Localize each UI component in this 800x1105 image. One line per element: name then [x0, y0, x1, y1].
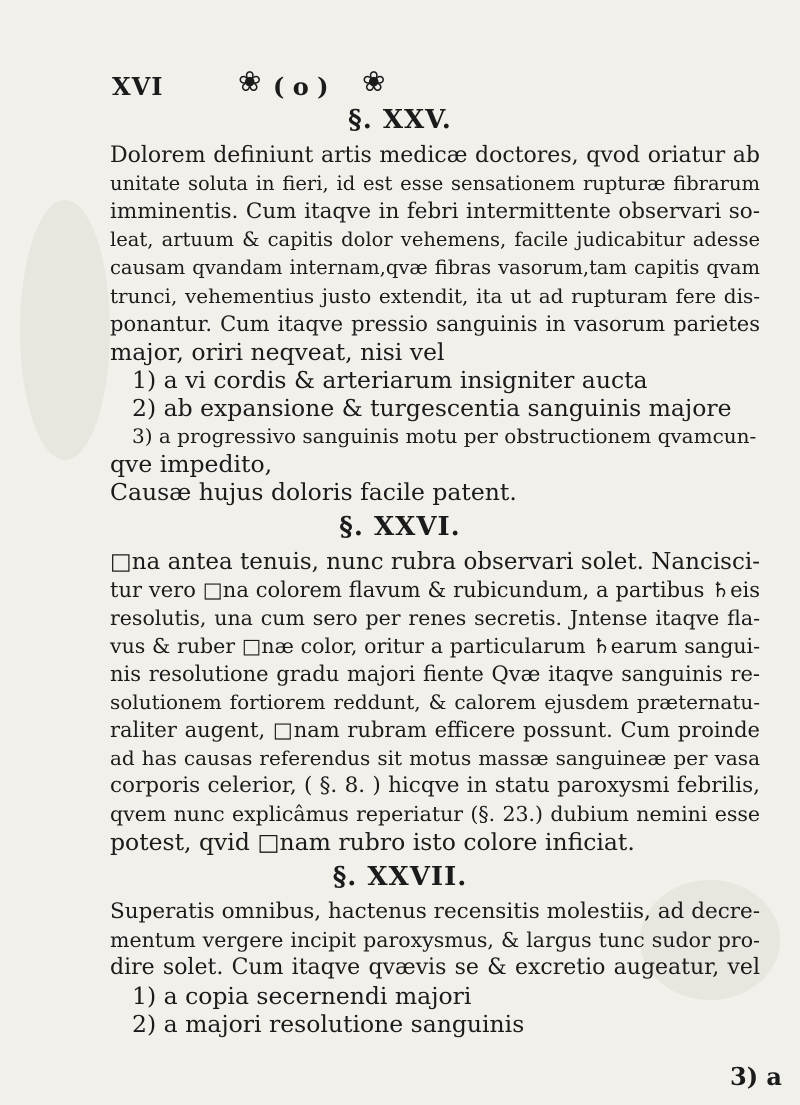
text-line: mentum vergere incipit paroxysmus, & largus tunc sudor pro- — [110, 928, 760, 952]
text-line: major, oriri neqveat, nisi vel — [110, 338, 445, 366]
header-mark: ( o ) — [273, 72, 329, 101]
text-line: Causæ hujus doloris facile patent. — [110, 478, 517, 506]
text-line: leat, artuum & capitis dolor vehemens, facile judicabitur adesse — [110, 228, 760, 251]
list-item: 1) a copia secernendi majori — [132, 982, 472, 1010]
text-line: ponantur. Cum itaqve pressio sanguinis in vasorum parietes — [110, 312, 760, 336]
text-line: vus & ruber □næ color, oritur a particularum ♄earum sangui- — [110, 634, 760, 658]
text-line: resolutis, una cum sero per renes secretis. Jntense itaqve fla- — [110, 606, 760, 630]
section-heading: §. XXV. — [348, 105, 452, 135]
page-number: XVI — [112, 72, 164, 101]
text-line: tur vero □na colorem flavum & rubicundum, a partibus ♄eis — [110, 578, 760, 602]
paper-stain — [20, 200, 110, 460]
text-line: corporis celerior, ( §. 8. ) hicqve in statu paroxysmi febrilis, — [110, 773, 760, 798]
text-line: solutionem fortiorem reddunt, & calorem ejusdem præternatu- — [110, 690, 760, 714]
text-line: imminentis. Cum itaqve in febri intermittente observari so- — [110, 199, 760, 224]
text-line: Dolorem definiunt artis medicæ doctores, qvod oriatur ab — [110, 143, 760, 168]
text-line: ad has causas referendus sit motus massæ sanguineæ per vasa — [110, 746, 760, 770]
text-line: qve impedito, — [110, 450, 273, 478]
text-line: qvem nunc explicâmus reperiatur (§. 23.) dubium nemini esse — [110, 802, 760, 826]
text-line: trunci, vehementius justo extendit, ita ut ad rupturam fere dis- — [110, 284, 760, 308]
section-heading: §. XXVII. — [332, 862, 468, 892]
running-header — [0, 60, 800, 100]
list-item: 2) a majori resolutione sanguinis — [132, 1010, 525, 1038]
catchword: 3) a — [730, 1062, 782, 1091]
text-line: raliter augent, □nam rubram efficere possunt. Cum proinde — [110, 718, 760, 742]
section-heading: §. XXVI. — [339, 512, 461, 542]
list-item: 2) ab expansione & turgescentia sanguinis majore — [132, 394, 732, 422]
fleuron-ornament-icon: ❀ — [238, 65, 262, 98]
fleuron-ornament-icon: ❀ — [362, 65, 386, 98]
text-line: nis resolutione gradu majori fiente Qvæ itaqve sanguinis re- — [110, 662, 760, 686]
text-line: dire solet. Cum itaqve qvævis se & excretio augeatur, vel — [110, 955, 760, 980]
text-line: potest, qvid □nam rubro isto colore inficiat. — [110, 828, 635, 856]
list-item: 3) a progressivo sanguinis motu per obstructionem qvamcun- — [132, 424, 757, 448]
list-item: 1) a vi cordis & arteriarum insigniter aucta — [132, 366, 648, 394]
text-line: unitate soluta in fieri, id est esse sensationem rupturæ fibrarum — [110, 172, 760, 195]
text-line: causam qvandam internam,qvæ fibras vasorum,tam capitis qvam — [110, 256, 760, 279]
text-line: □na antea tenuis, nunc rubra observari solet. Nancisci- — [110, 549, 760, 575]
text-line: Superatis omnibus, hactenus recensitis molestiis, ad decre- — [110, 899, 760, 924]
